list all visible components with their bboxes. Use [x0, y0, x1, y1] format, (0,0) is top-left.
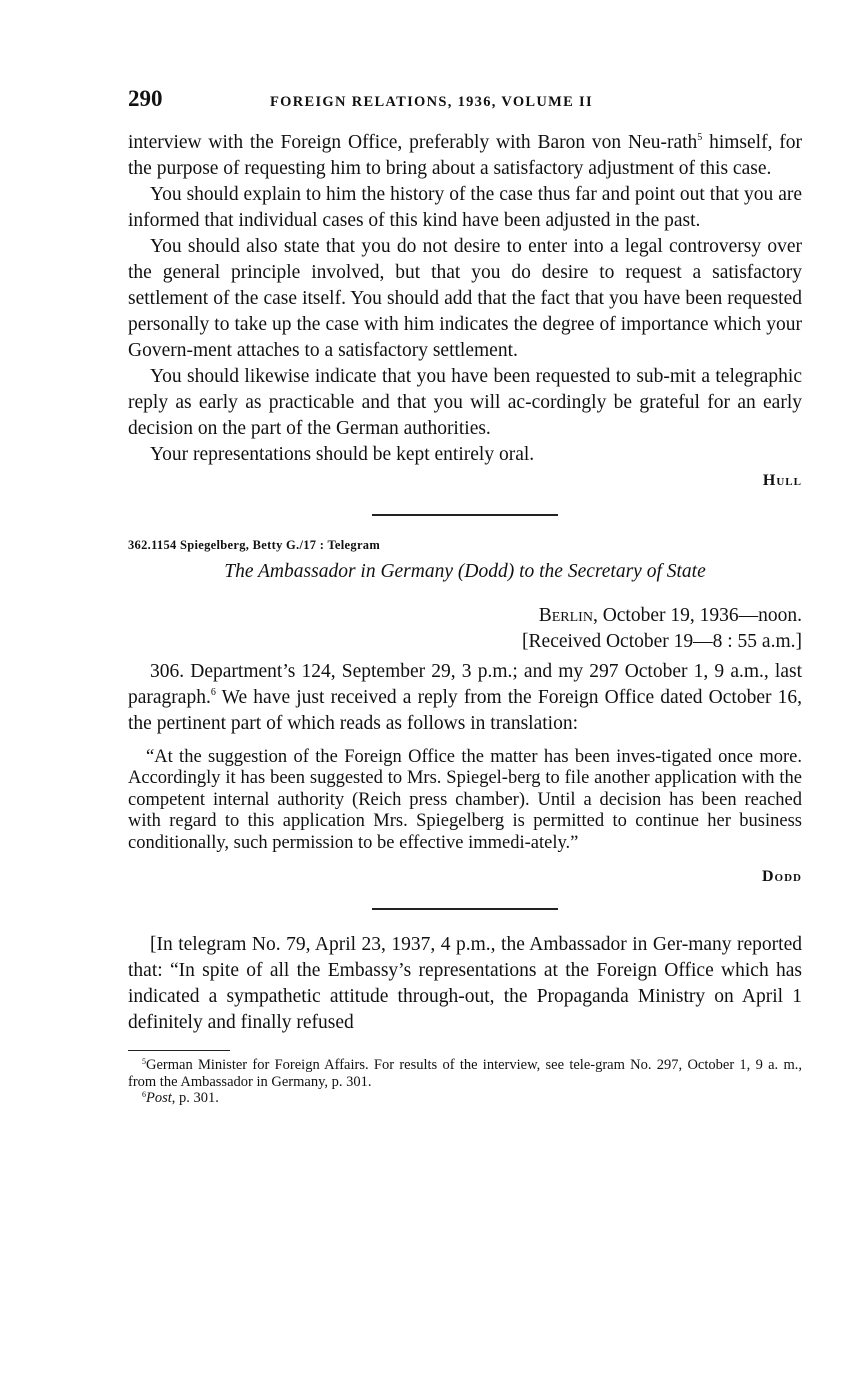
letter-paragraph-4: You should likewise indicate that you have been requested to sub-mit a telegraphic reply as early as practicable and that you will ac-cordingly be grateful for an early decision on the part of the German authorities. [128, 366, 802, 439]
received-line: [Received October 19—8 : 55 a.m.] [522, 630, 802, 652]
page-header [128, 84, 802, 118]
document-title: The Ambassador in Germany (Dodd) to the Secretary of State [224, 560, 706, 582]
footnote-ref-5[interactable]: 5 [697, 132, 703, 143]
footnote-6: $^6$Post, p. 301. [142, 1090, 219, 1106]
translation-quote: “At the suggestion of the Foreign Office the matter has been inves-tigated once more. Accordingly it has been suggested to Mrs. Spiegel-berg to file another application with the competent internal authority (Reich press chamber). Until a decision has been reached with regard to this application Mrs. Spiegelberg is permitted to continue her business conditionally, such permission to be effective immedi-ately.” [128, 746, 802, 853]
running-head: FOREIGN RELATIONS, 1936, VOLUME II [270, 94, 593, 110]
letter-paragraph-2: You should explain to him the history of the case thus far and point out that you are informed that individual cases of this kind have been adjusted in the past. [128, 184, 802, 231]
footnote-5: $^5$German Minister for Foreign Affairs. For results of the interview, see tele-gram No. 297, October 1, 9 a. m., from the Ambassador in Germany, p. 301. [128, 1057, 802, 1090]
letter-paragraph-3: You should also state that you do not desire to enter into a legal controversy over the general principle involved, but that you do desire to request a satisfactory settlement of the case itself. You should add that the fact that you have been requested personally to take up the case with him indicates the degree of importance which your Govern-ment attaches to a satisfactory settlement. [128, 236, 802, 361]
page-number: 290 [128, 86, 163, 111]
footnote-ref-6[interactable]: 6 [210, 686, 216, 698]
letter-paragraph-1: interview with the Foreign Office, preferably with Baron von Neu-rath$^5$ himself, for the purpose of requesting him to bring about a satisfactory adjustment of this case. [128, 132, 802, 179]
signature-hull: Hull [762, 472, 802, 489]
signature-dodd: Dodd [762, 868, 802, 885]
letter-paragraph-5: Your representations should be kept entirely oral. [150, 444, 535, 465]
document-page [128, 84, 802, 1107]
telegram-paragraph-1: 306. Department’s 124, September 29, 3 p.m.; and my 297 October 1, 9 a.m., last paragraph.$^6$ We have just received a reply from the Foreign Office dated October 16, the pertinent part of which reads as follows in translation: [128, 660, 802, 734]
file-reference: 362.1154 Spiegelberg, Betty G./17 : Telegram [128, 537, 381, 552]
dateline: Berlin, October 19, 1936—noon. [538, 604, 802, 626]
editorial-note: [In telegram No. 79, April 23, 1937, 4 p.m., the Ambassador in Ger-many reported that: “In spite of all the Embassy’s representations at the Foreign Office which has indicated a sympathetic attitude through-out, the Propaganda Ministry on April 1 definitely and finally refused [128, 933, 802, 1033]
dateline-place: Berlin [538, 604, 593, 626]
